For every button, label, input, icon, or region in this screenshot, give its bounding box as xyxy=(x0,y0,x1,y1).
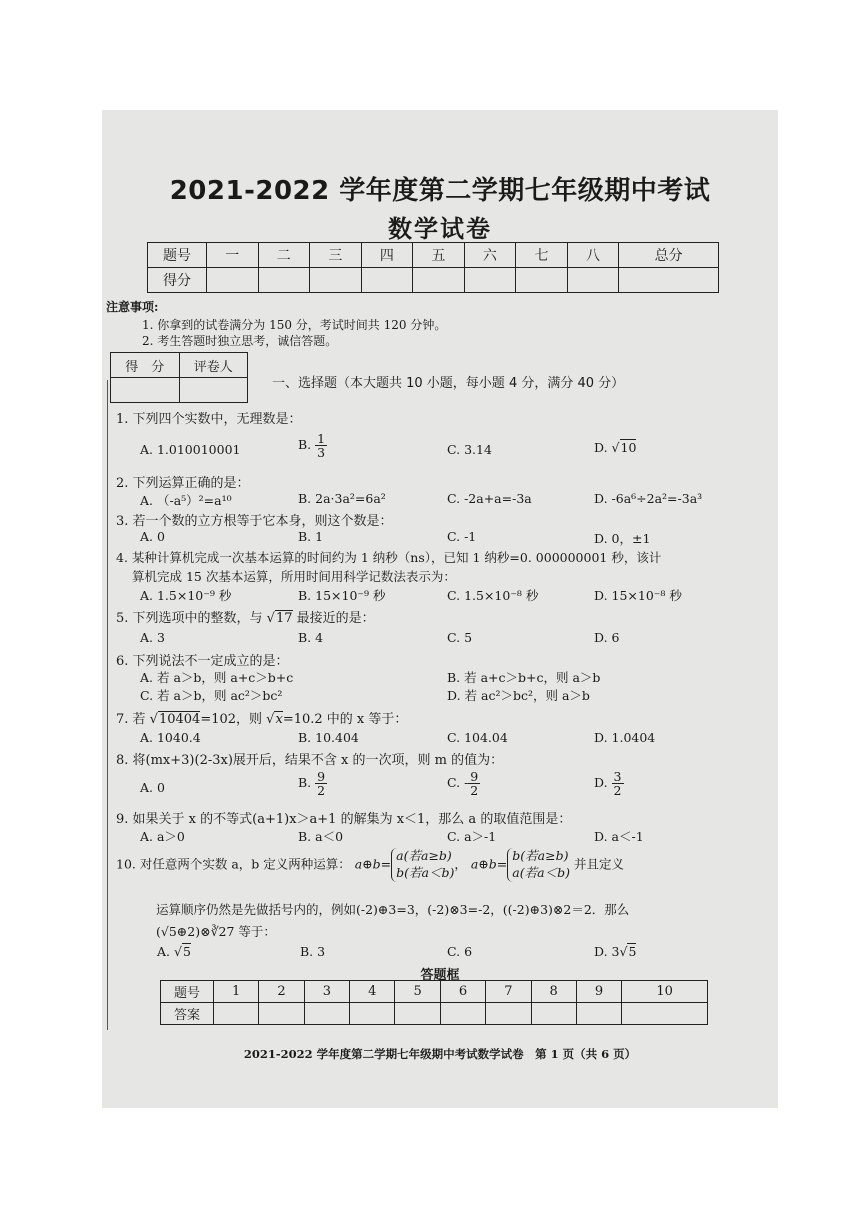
answer-entry[interactable] xyxy=(486,1003,531,1025)
q3-option-d: D. 0，±1 xyxy=(594,531,651,546)
score-entry[interactable] xyxy=(310,268,362,293)
notes-heading: 注意事项: xyxy=(106,300,159,314)
score-table xyxy=(147,242,719,293)
q8-option-c: C. - $\frac{9}{2}$ xyxy=(447,769,479,799)
q6-option-d: D. 若 ac²＞bc²，则 a＞b xyxy=(447,688,590,703)
grader-reviewer-entry[interactable] xyxy=(179,378,248,403)
question-7-stem: 7. 若 √10404=102，则 √x=10.2 中的 x 等于： xyxy=(116,712,408,727)
q10-option-b: B. 3 xyxy=(300,944,326,959)
question-5-stem: 5. 下列选项中的整数，与 √17 最接近的是： xyxy=(116,611,375,626)
q8-option-b: B. $\frac{9}{2}$ xyxy=(298,769,326,799)
q4-option-a: A. 1.5×10⁻⁹ 秒 xyxy=(140,588,232,603)
answer-entry[interactable] xyxy=(259,1003,304,1025)
q1-option-a: A. 1.010010001 xyxy=(140,442,241,457)
q9-option-c: C. a＞-1 xyxy=(447,829,497,844)
question-6-stem: 6. 下列说法不一定成立的是： xyxy=(116,654,289,669)
answer-entry[interactable] xyxy=(395,1003,440,1025)
fraction: $\frac{9}{2}$ xyxy=(317,769,326,799)
question-4-stem: 4. 某种计算机完成一次基本运算的时间约为 1 纳秒（ns），已知 1 纳秒=0. 000000001 秒，该计 xyxy=(116,550,662,565)
piecewise-brace: b(若a≥b) a(若a＜b) xyxy=(507,848,570,882)
answer-entry-row xyxy=(161,1003,708,1025)
page-footer: 2021-2022 学年度第二学期七年级期中考试数学试卷 第 1 页（共 6 页） xyxy=(243,1047,637,1061)
q4-option-c: C. 1.5×10⁻⁸ 秒 xyxy=(447,588,539,603)
answer-entry[interactable] xyxy=(440,1003,485,1025)
answer-entry[interactable] xyxy=(350,1003,395,1025)
answer-header-cell: 2 xyxy=(259,981,304,1003)
q8-option-a: A. 0 xyxy=(140,780,165,795)
question-2-stem: 2. 下列运算正确的是： xyxy=(116,476,250,491)
answer-table xyxy=(160,980,708,1025)
fraction: $\frac{9}{2}$ xyxy=(470,769,479,799)
answer-header-cell: 6 xyxy=(440,981,485,1003)
answer-entry[interactable] xyxy=(576,1003,621,1025)
q10-option-a: A. √5 xyxy=(157,944,191,959)
question-3-stem: 3. 若一个数的立方根等于它本身，则这个数是： xyxy=(116,514,393,529)
note-item: 2. 考生答题时独立思考，诚信答题。 xyxy=(142,334,338,348)
q5-option-c: C. 5 xyxy=(447,630,473,645)
grader-score-label: 得 分 xyxy=(111,353,180,378)
question-8-stem: 8. 将(mx+3)(2-3x)展开后，结果不含 x 的一次项，则 m 的值为： xyxy=(116,753,504,768)
q6-option-c: C. 若 a＞b，则 ac²＞bc² xyxy=(140,688,283,703)
q7-option-d: D. 1.0404 xyxy=(594,730,656,745)
score-entry[interactable] xyxy=(516,268,568,293)
score-cell: 二 xyxy=(258,243,310,268)
score-cell: 总分 xyxy=(619,243,719,268)
score-cell: 一 xyxy=(207,243,259,268)
q6-option-b: B. 若 a+c＞b+c，则 a＞b xyxy=(447,670,601,685)
answer-row-label: 答案 xyxy=(161,1003,214,1025)
q7-option-a: A. 1040.4 xyxy=(140,730,201,745)
q4-option-d: D. 15×10⁻⁸ 秒 xyxy=(594,588,682,603)
score-row-label: 得分 xyxy=(148,268,207,293)
question-1-stem: 1. 下列四个实数中，无理数是： xyxy=(116,412,302,427)
q9-option-d: D. a＜-1 xyxy=(594,829,644,844)
answer-header-row xyxy=(161,981,708,1003)
q5-option-a: A. 3 xyxy=(140,630,165,645)
q1-option-d: D. √10 xyxy=(594,440,637,455)
exam-paper xyxy=(102,110,778,1108)
q9-option-a: A. a＞0 xyxy=(140,829,185,844)
piecewise-brace: a(若a≥b) b(若a＜b) xyxy=(391,848,454,882)
score-table-score-row xyxy=(148,268,719,293)
answer-header-cell: 10 xyxy=(622,981,708,1003)
answer-entry[interactable] xyxy=(304,1003,349,1025)
question-10-stem-line3: (√5⊕2)⊗∛27 等于： xyxy=(156,924,276,939)
q1-option-b: B. $\frac{1}{3}$ xyxy=(298,431,326,461)
answer-header-cell: 8 xyxy=(531,981,576,1003)
q3-option-a: A. 0 xyxy=(140,529,165,544)
score-cell: 五 xyxy=(413,243,465,268)
answer-entry[interactable] xyxy=(531,1003,576,1025)
grader-table xyxy=(110,352,248,403)
answer-header-cell: 4 xyxy=(350,981,395,1003)
question-9-stem: 9. 如果关于 x 的不等式(a+1)x＞a+1 的解集为 x＜1，那么 a 的取值范围是： xyxy=(116,812,572,827)
score-entry[interactable] xyxy=(413,268,465,293)
note-item: 1. 你拿到的试卷满分为 150 分，考试时间共 120 分钟。 xyxy=(142,318,447,332)
q8-option-d: D. $\frac{3}{2}$ xyxy=(594,769,622,799)
answer-header-cell: 3 xyxy=(304,981,349,1003)
question-4-stem-cont: 算机完成 15 次基本运算，所用时间用科学记数法表示为： xyxy=(132,569,456,584)
question-10-stem-line2: 运算顺序仍然是先做括号内的，例如(-2)⊕3=3，(-2)⊗3=-2，((-2)⊕3)⊗2＝2．那么 xyxy=(156,902,630,917)
score-cell: 三 xyxy=(310,243,362,268)
score-entry[interactable] xyxy=(619,268,719,293)
score-cell: 七 xyxy=(516,243,568,268)
score-entry[interactable] xyxy=(567,268,619,293)
score-cell: 四 xyxy=(361,243,413,268)
q4-option-b: B. 15×10⁻⁹ 秒 xyxy=(298,588,386,603)
q5-option-b: B. 4 xyxy=(298,630,324,645)
q10-option-d: D. 3√5 xyxy=(594,944,637,959)
q2-option-c: C. -2a+a=-3a xyxy=(447,491,532,506)
q5-option-d: D. 6 xyxy=(594,630,620,645)
score-cell: 六 xyxy=(464,243,516,268)
score-entry[interactable] xyxy=(361,268,413,293)
q9-option-b: B. a＜0 xyxy=(298,829,344,844)
q7-option-c: C. 104.04 xyxy=(447,730,508,745)
q2-option-a: A. （-a⁵）²=a¹⁰ xyxy=(140,493,232,508)
answer-box-title: 答题框 xyxy=(420,968,460,983)
answer-header-cell: 7 xyxy=(486,981,531,1003)
score-entry[interactable] xyxy=(464,268,516,293)
q1-option-c: C. 3.14 xyxy=(447,442,492,457)
exam-title: 2021-2022 学年度第二学期七年级期中考试 xyxy=(169,176,711,206)
fraction: $\frac{3}{2}$ xyxy=(613,769,622,799)
q10-option-c: C. 6 xyxy=(447,944,473,959)
fraction: $\frac{1}{3}$ xyxy=(317,431,326,461)
grader-reviewer-label: 评卷人 xyxy=(179,353,248,378)
answer-entry[interactable] xyxy=(622,1003,708,1025)
score-entry[interactable] xyxy=(207,268,259,293)
score-table-header-row xyxy=(148,243,719,268)
q3-option-c: C. -1 xyxy=(447,529,477,544)
q7-option-b: B. 10.404 xyxy=(298,730,359,745)
grader-score-entry[interactable] xyxy=(111,378,180,403)
answer-header-cell: 5 xyxy=(395,981,440,1003)
score-cell: 八 xyxy=(567,243,619,268)
margin-pencil-line xyxy=(107,380,108,1030)
exam-subtitle: 数学试卷 xyxy=(388,215,492,243)
answer-entry[interactable] xyxy=(214,1003,259,1025)
score-cell: 题号 xyxy=(148,243,207,268)
section-title: 一、选择题（本大题共 10 小题，每小题 4 分，满分 40 分） xyxy=(272,376,625,391)
answer-header-cell: 题号 xyxy=(161,981,214,1003)
answer-header-cell: 9 xyxy=(576,981,621,1003)
q3-option-b: B. 1 xyxy=(298,529,324,544)
q2-option-d: D. -6a⁶÷2a²=-3a³ xyxy=(594,491,703,506)
q6-option-a: A. 若 a＞b，则 a+c＞b+c xyxy=(140,670,294,685)
score-entry[interactable] xyxy=(258,268,310,293)
answer-header-cell: 1 xyxy=(214,981,259,1003)
q2-option-b: B. 2a·3a²=6a² xyxy=(298,491,386,506)
question-10-stem: 10. 对任意两个实数 a，b 定义两种运算： a⊕b= a(若a≥b) b(若a＜b) ， a⊕b= b(若a≥b) a(若a＜b) 并且定义 xyxy=(116,848,624,880)
